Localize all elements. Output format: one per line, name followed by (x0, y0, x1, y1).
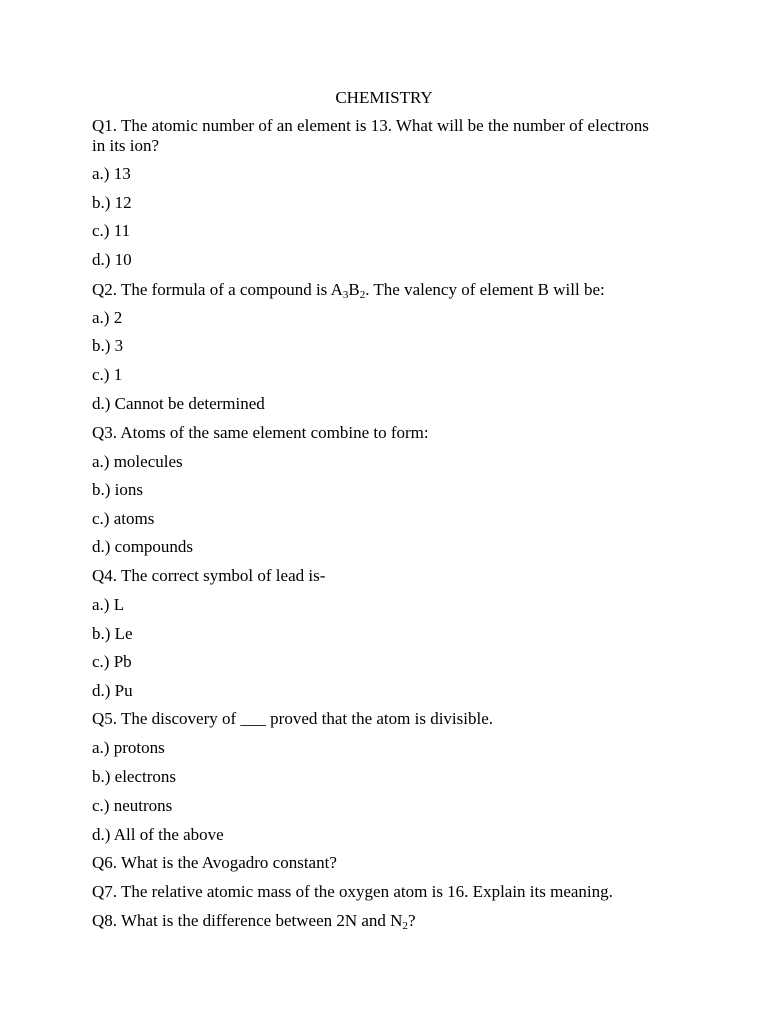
q4-option-d: d.) Pu (92, 681, 133, 700)
question-5: Q5. The discovery of ___ proved that the atom is divisible. (92, 709, 494, 728)
question-4: Q4. The correct symbol of lead is- (92, 566, 326, 585)
q5-option-a: a.) protons (92, 738, 165, 757)
q1-option-c: c.) 11 (92, 221, 131, 240)
q2-subscript-b: 2 (359, 289, 366, 301)
q1-option-a: a.) 13 (92, 164, 131, 183)
q8-text-end: ? (407, 911, 416, 930)
q2-text-start: Q2. The formula of a compound is A (92, 280, 343, 299)
question-7: Q7. The relative atomic mass of the oxygen atom is 16. Explain its meaning. (92, 882, 613, 901)
page-title: CHEMISTRY (335, 88, 433, 107)
question-1: Q1. The atomic number of an element is 13. What will be the number of electrons in its ion? (92, 116, 649, 155)
q2-option-b: b.) 3 (92, 336, 124, 355)
q3-option-b: b.) ions (92, 480, 143, 499)
q2-option-a: a.) 2 (92, 308, 123, 327)
q5-option-b: b.) electrons (92, 767, 177, 786)
question-6: Q6. What is the Avogadro constant? (92, 853, 337, 872)
q2-option-c: c.) 1 (92, 365, 123, 384)
q4-option-c: c.) Pb (92, 652, 132, 671)
q2-subscript-a: 3 (342, 289, 349, 301)
q3-option-a: a.) molecules (92, 452, 183, 471)
q3-option-d: d.) compounds (92, 537, 194, 556)
q5-option-c: c.) neutrons (92, 796, 173, 815)
q5-option-d: d.) All of the above (92, 825, 224, 844)
q8-text-start: Q8. What is the difference between 2N and N (92, 911, 403, 930)
q3-option-c: c.) atoms (92, 509, 155, 528)
question-3: Q3. Atoms of the same element combine to form: (92, 423, 429, 442)
q2-option-d: d.) Cannot be determined (92, 394, 265, 413)
q8-subscript: 2 (402, 920, 408, 932)
q2-text-end: . The valency of element B will be: (365, 280, 605, 299)
q4-option-b: b.) Le (92, 624, 133, 643)
question-2 (92, 280, 652, 300)
q2-formula-b: B (348, 280, 360, 299)
question-8 (92, 911, 652, 931)
q4-option-a: a.) L (92, 595, 125, 614)
q1-option-d: d.) 10 (92, 250, 132, 269)
q1-option-b: b.) 12 (92, 193, 132, 212)
